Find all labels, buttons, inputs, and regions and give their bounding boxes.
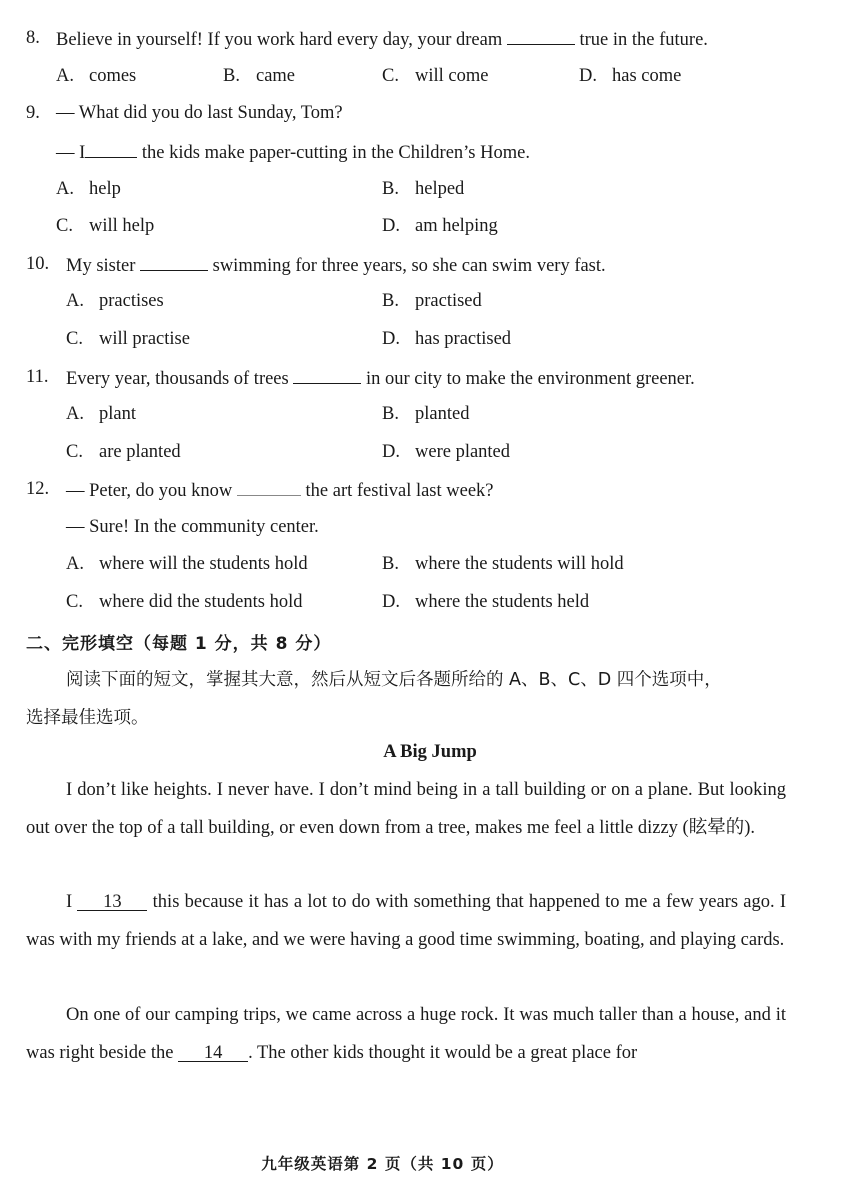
passage-paragraph: I 13 this because it has a lot to do with something that happened to me a few years ago. I was with my friends at a lake, and we were having a good time swimming, boating, and playing cards. [26, 892, 787, 950]
question-stem: Every year, thousands of trees in our city to make the environment greener. [66, 369, 695, 389]
passage-paragraph: On one of our camping trips, we came across a huge rock. It was much taller than a house, and it was right beside the 14 . The other kids thought it would be a great place for [26, 1005, 786, 1063]
option-a: A. help [56, 179, 121, 199]
cloze-blank-14: 14 [178, 1045, 248, 1062]
option-a: A. comes [56, 66, 137, 86]
cloze-blank-13: 13 [77, 894, 147, 911]
option-c: C. are planted [66, 442, 181, 462]
page-footer: 九年级英语第 2 页（共 10 页） [261, 1155, 504, 1173]
dialogue-line: — I the kids make paper-cutting in the Children’s Home. [56, 143, 530, 163]
passage-paragraph: I don’t like heights. I never have. I don’t mind being in a tall building or on a plane. But looking out over the top of a tall building, or even down from a tree, makes me feel a little dizzy (眩晕的). [26, 780, 786, 838]
question-stem: My sister swimming for three years, so she can swim very fast. [66, 256, 606, 276]
option-d: D. has practised [382, 329, 512, 349]
option-c: C. where did the students hold [66, 592, 303, 612]
question-stem: Believe in yourself! If you work hard every day, your dream true in the future. [56, 30, 708, 50]
dialogue-line: — Peter, do you know the art festival last week? [66, 481, 494, 501]
option-d: D. were planted [382, 442, 511, 462]
option-c: C. will practise [66, 329, 190, 349]
option-b: B. came [223, 66, 296, 86]
question-number: 9. [26, 103, 40, 123]
option-d: D. has come [579, 66, 682, 86]
dialogue-line: — What did you do last Sunday, Tom? [56, 103, 343, 123]
section-instruction: 阅读下面的短文，掌握其大意，然后从短文后各题所给的 A、B、C、D 四个选项中， [66, 670, 722, 690]
question-number: 8. [26, 28, 40, 48]
answer-blank [293, 367, 361, 384]
option-a: A. where will the students hold [66, 554, 308, 574]
option-b: B. where the students will hold [382, 554, 624, 574]
answer-blank [237, 479, 301, 496]
dialogue-line: — Sure! In the community center. [66, 517, 319, 537]
passage-title: A Big Jump [383, 742, 477, 762]
option-b: B. planted [382, 404, 470, 424]
question-number: 11. [26, 367, 49, 387]
option-d: D. am helping [382, 216, 498, 236]
section-heading: 二、完形填空（每题 1 分，共 8 分） [26, 634, 332, 654]
option-a: A. plant [66, 404, 136, 424]
option-c: C. will help [56, 216, 155, 236]
option-b: B. practised [382, 291, 482, 311]
section-instruction: 选择最佳选项。 [26, 708, 149, 728]
option-d: D. where the students held [382, 592, 590, 612]
answer-blank [507, 28, 575, 45]
option-c: C. will come [382, 66, 489, 86]
question-number: 10. [26, 254, 50, 274]
option-b: B. helped [382, 179, 465, 199]
question-number: 12. [26, 479, 50, 499]
answer-blank [140, 254, 208, 271]
option-a: A. practises [66, 291, 164, 311]
answer-blank [85, 141, 137, 158]
